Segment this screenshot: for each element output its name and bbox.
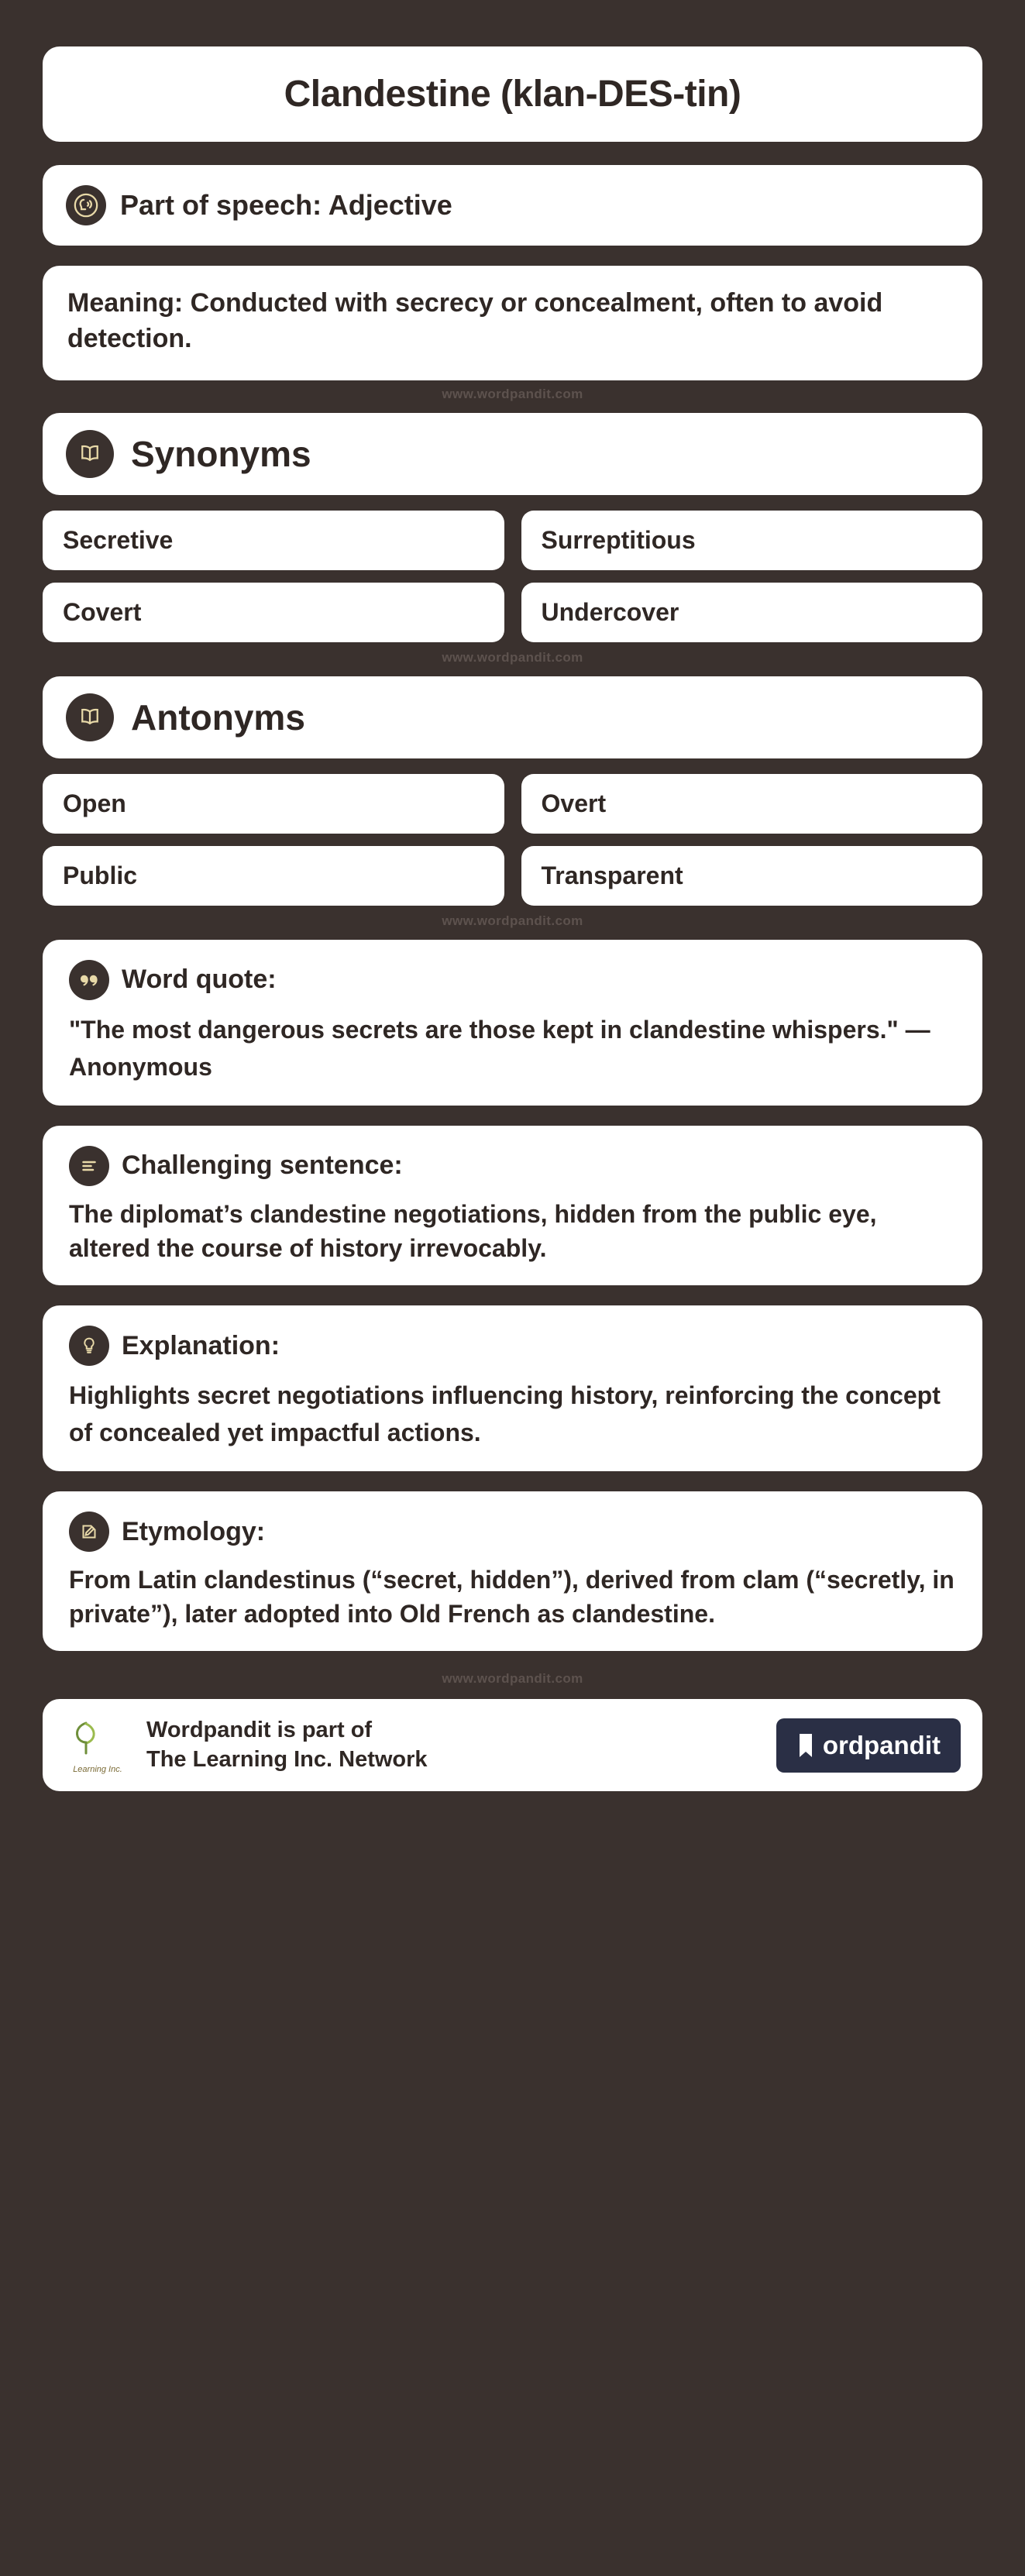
antonym-chip: Transparent — [521, 846, 983, 906]
part-of-speech-card — [43, 165, 982, 246]
challenging-sentence-text: The diplomat’s clandestine negotiations, hidden from the public eye, altered the course of history irrevocably. — [69, 1199, 877, 1262]
footer-text — [146, 1716, 761, 1773]
challenging-sentence-heading: Challenging sentence: — [122, 1150, 403, 1181]
word-quote-header — [69, 960, 956, 1000]
word-title-card — [43, 46, 982, 142]
text-lines-icon — [69, 1146, 109, 1186]
word-quote-card — [43, 940, 982, 1106]
antonym-chip: Open — [43, 774, 504, 834]
explanation-header — [69, 1326, 956, 1366]
meaning-text: Meaning: Conducted with secrecy or concealment, often to avoid detection. — [67, 288, 883, 353]
explanation-heading: Explanation: — [122, 1330, 280, 1360]
brand-name: ordpandit — [822, 1730, 941, 1759]
etymology-text: From Latin clandestinus (“secret, hidden”), derived from clam (“secretly, in private”), later adopted into Old French as clandestine. — [69, 1566, 954, 1628]
synonyms-heading-card — [43, 413, 982, 495]
synonyms-heading: Synonyms — [131, 433, 311, 474]
footer-card — [43, 1699, 982, 1790]
etymology-header — [69, 1512, 956, 1552]
book-icon — [66, 430, 114, 478]
watermark-2: www.wordpandit.com — [442, 649, 583, 665]
bookmark-icon — [796, 1732, 815, 1759]
synonym-chip: Covert — [43, 583, 504, 642]
explanation-text: Highlights secret negotiations influencing history, reinforcing the concept of concealed yet impactful actions. — [69, 1381, 941, 1447]
challenging-sentence-card — [43, 1126, 982, 1285]
watermark-1: www.wordpandit.com — [442, 386, 583, 401]
challenging-sentence-header — [69, 1146, 956, 1186]
antonyms-heading-card — [43, 676, 982, 758]
synonym-chip: Undercover — [521, 583, 983, 642]
part-of-speech-text: Part of speech: Adjective — [120, 189, 452, 221]
watermark-4: www.wordpandit.com — [442, 1671, 583, 1687]
learning-inc-logo — [64, 1717, 131, 1774]
word-quote-heading: Word quote: — [122, 965, 277, 995]
watermark-3: www.wordpandit.com — [442, 913, 583, 928]
antonym-chip: Overt — [521, 774, 983, 834]
wordpandit-brand-badge — [776, 1718, 961, 1773]
explanation-card — [43, 1305, 982, 1471]
footer-line-1: Wordpandit is part of — [146, 1718, 373, 1743]
quote-icon — [69, 960, 109, 1000]
antonym-chip: Public — [43, 846, 504, 906]
etymology-card — [43, 1491, 982, 1651]
lightbulb-icon — [69, 1326, 109, 1366]
synonym-chip: Secretive — [43, 511, 504, 570]
antonyms-heading: Antonyms — [131, 696, 305, 738]
etymology-heading: Etymology: — [122, 1516, 266, 1546]
learning-inc-caption: Learning Inc. — [73, 1764, 122, 1774]
meaning-card — [43, 266, 982, 380]
writing-hand-icon — [69, 1512, 109, 1552]
word-quote-text: "The most dangerous secrets are those kept in clandestine whispers." — Anonymous — [69, 1015, 930, 1081]
synonyms-grid — [43, 511, 982, 642]
speaking-head-icon — [66, 185, 106, 225]
footer-line-2: The Learning Inc. Network — [146, 1746, 428, 1772]
book-icon — [66, 693, 114, 741]
antonyms-grid — [43, 774, 982, 906]
synonym-chip: Surreptitious — [521, 511, 983, 570]
page-title: Clandestine (klan-DES-tin) — [284, 74, 741, 115]
